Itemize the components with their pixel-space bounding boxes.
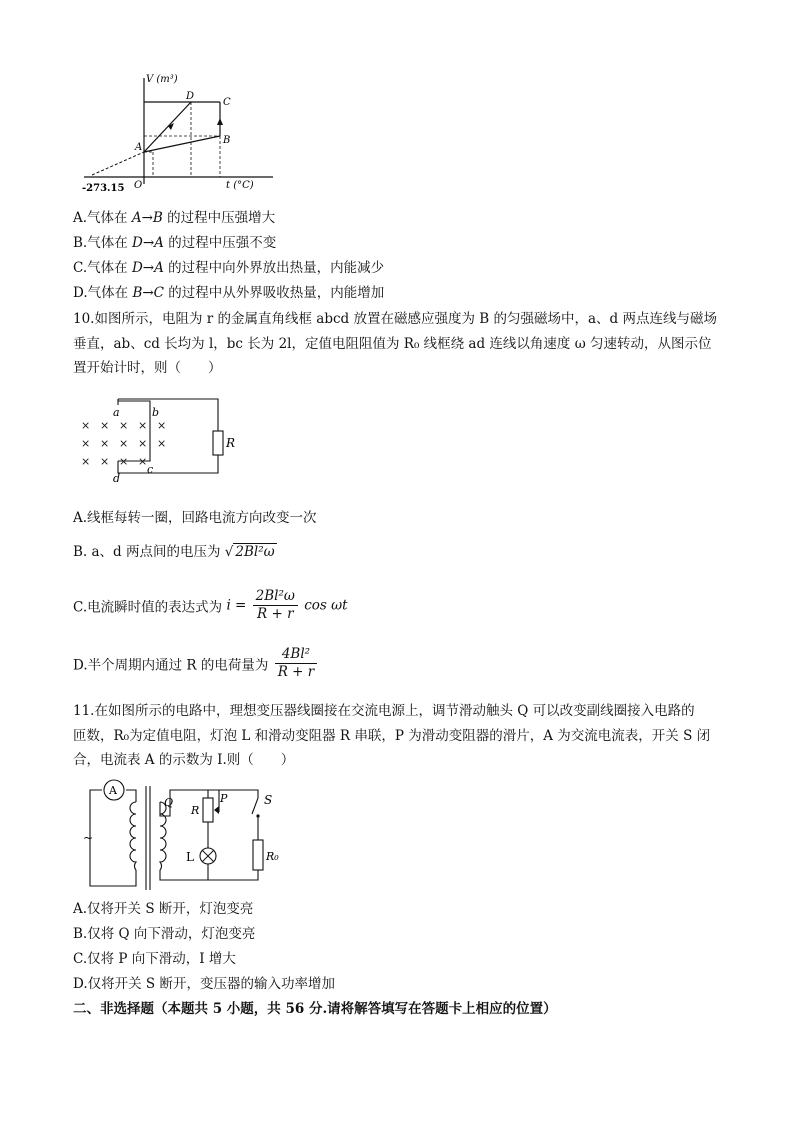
q9-option-c-pre: C.气体在 — [73, 260, 132, 276]
q11-stem-line1: 11.在如图所示的电路中，理想变压器线圈接在交流电源上，调节滑动触头 Q 可以改变副线圈接入电路的 — [73, 703, 695, 719]
q9-option-c — [73, 259, 384, 277]
slider-p-label: P — [220, 792, 228, 805]
origin-label: O — [134, 180, 143, 191]
svg-text:×: × — [157, 419, 167, 432]
q11-option-c: C.仅将 P 向下滑动，I 增大 — [73, 951, 236, 967]
fraction-denominator: R + r — [257, 606, 294, 622]
q10-option-a: A.线框每转一圈，回路电流方向改变一次 — [73, 510, 317, 526]
q10-option-c-fraction — [253, 588, 298, 623]
q9-option-b-var1: D — [132, 235, 143, 251]
svg-text:×: × — [100, 437, 110, 450]
svg-text:×: × — [81, 437, 91, 450]
svg-text:×: × — [119, 455, 129, 468]
slider-q-label: Q — [164, 796, 174, 809]
q11-option-a: A.仅将开关 S 断开，灯泡变亮 — [73, 901, 254, 917]
q9-option-d-arrow: → — [142, 285, 154, 301]
fraction-numerator: 4Bl² — [275, 646, 318, 664]
point-d-label: D — [186, 91, 195, 102]
v-axis-label: V (m³) — [146, 74, 178, 85]
svg-text:×: × — [81, 419, 91, 432]
q11-option-b: B.仅将 Q 向下滑动，灯泡变亮 — [73, 926, 256, 942]
q9-option-a — [73, 209, 275, 227]
q9-option-b-arrow: → — [142, 235, 155, 251]
switch-s-label: S — [264, 793, 273, 807]
q10-stem-line3: 置开始计时，则（ ） — [73, 360, 222, 376]
q9-option-a-var1: A — [131, 210, 142, 226]
neg-temp-label: -273.15 — [82, 183, 125, 194]
q10-stem-line2: 垂直，ab、cd 长均为 l，bc 长为 2l，定值电阻阻值为 R₀ 线框绕 ad 连线以角速度 ω 匀速转动，从图示位 — [73, 336, 712, 352]
vt-graph-figure — [78, 70, 278, 195]
lamp-l-label: L — [186, 850, 194, 864]
resistor-r0-label: R₀ — [266, 850, 279, 863]
svg-text:×: × — [100, 419, 110, 432]
svg-text:×: × — [138, 437, 148, 450]
svg-text:×: × — [157, 437, 167, 450]
sqrt-expression: √ 2Bl²ω — [224, 544, 275, 560]
q9-option-b — [73, 234, 276, 252]
vertex-a-label: a — [113, 406, 120, 419]
q9-option-d-post: 的过程中从外界吸收热量，内能增加 — [164, 285, 385, 301]
magnetic-field-crosses — [81, 419, 166, 468]
point-a-label: A — [135, 142, 143, 153]
q11-stem-line2: 匝数，R₀为定值电阻，灯泡 L 和滑动变阻器 R 串联，P 为滑动变阻器的滑片，A 为交流电流表，开关 S 闭 — [73, 728, 711, 744]
section-heading: 二、非选择题（本题共 5 小题，共 56 分.请将解答填写在答题卡上相应的位置） — [73, 1001, 557, 1017]
q9-option-b-var2: A — [154, 235, 164, 251]
fraction-denominator: R + r — [277, 664, 315, 680]
q11-transformer-figure — [80, 776, 290, 894]
q10-option-d-text: D.半个周期内通过 R 的电荷量为 — [73, 657, 269, 674]
t-axis-label: t (°C) — [226, 180, 254, 191]
q9-option-c-var2: A — [154, 260, 164, 276]
q9-option-c-post: 的过程中向外界放出热量，内能减少 — [163, 260, 385, 276]
svg-text:×: × — [119, 437, 129, 450]
point-c-label: C — [223, 97, 231, 108]
point-b-label: B — [223, 135, 231, 146]
q9-option-a-pre: A.气体在 — [73, 210, 132, 226]
q9-option-b-pre: B.气体在 — [73, 235, 133, 251]
q10-option-b — [73, 543, 277, 561]
rheostat-r-label: R — [191, 804, 200, 817]
vertex-c-label: c — [147, 463, 154, 476]
q9-option-d-var2: C — [153, 285, 165, 301]
q10-option-c-text: C.电流瞬时值的表达式为 — [73, 599, 223, 616]
sqrt-radicand: 2Bl²ω — [235, 544, 275, 560]
q10-option-d — [73, 646, 319, 681]
q10-option-c-lhs: i = — [226, 597, 247, 614]
q9-option-d — [73, 284, 384, 302]
q9-option-c-arrow: → — [142, 260, 155, 276]
q11-stem-line3: 合，电流表 A 的示数为 I.则（ ） — [73, 752, 295, 768]
vertex-b-label: b — [152, 406, 160, 419]
ammeter-a-label: A — [109, 784, 117, 797]
svg-text:×: × — [119, 419, 129, 432]
q9-option-b-post: 的过程中压强不变 — [163, 235, 277, 251]
svg-text:×: × — [138, 419, 148, 432]
q9-option-a-var2: B — [152, 210, 163, 226]
svg-text:×: × — [138, 455, 148, 468]
svg-text:×: × — [100, 455, 110, 468]
q9-option-a-post: 的过程中压强增大 — [162, 210, 276, 226]
ac-source-symbol: ~ — [83, 831, 94, 845]
q11-option-d: D.仅将开关 S 断开，变压器的输入功率增加 — [73, 976, 335, 992]
vertex-d-label: d — [113, 472, 121, 485]
q9-option-c-var1: D — [131, 260, 143, 276]
q9-option-d-var1: B — [132, 285, 143, 301]
q10-option-c-cos: cos ωt — [304, 597, 348, 614]
q10-stem-line1: 10.如图所示，电阻为 r 的金属直角线框 abcd 放置在磁感应强度为 B 的匀强磁场中，a、d 两点连线与磁场 — [73, 311, 717, 327]
q10-option-c — [73, 588, 348, 623]
q9-option-a-arrow: → — [141, 210, 153, 226]
q10-circuit-figure — [76, 395, 246, 495]
svg-text:×: × — [81, 455, 91, 468]
resistor-r-label: R — [226, 436, 236, 450]
q10-option-b-text: B. a、d 两点间的电压为 — [73, 544, 221, 560]
q10-option-d-fraction — [275, 646, 318, 681]
q9-option-d-pre: D.气体在 — [73, 285, 133, 301]
fraction-numerator: 2Bl²ω — [253, 588, 298, 606]
